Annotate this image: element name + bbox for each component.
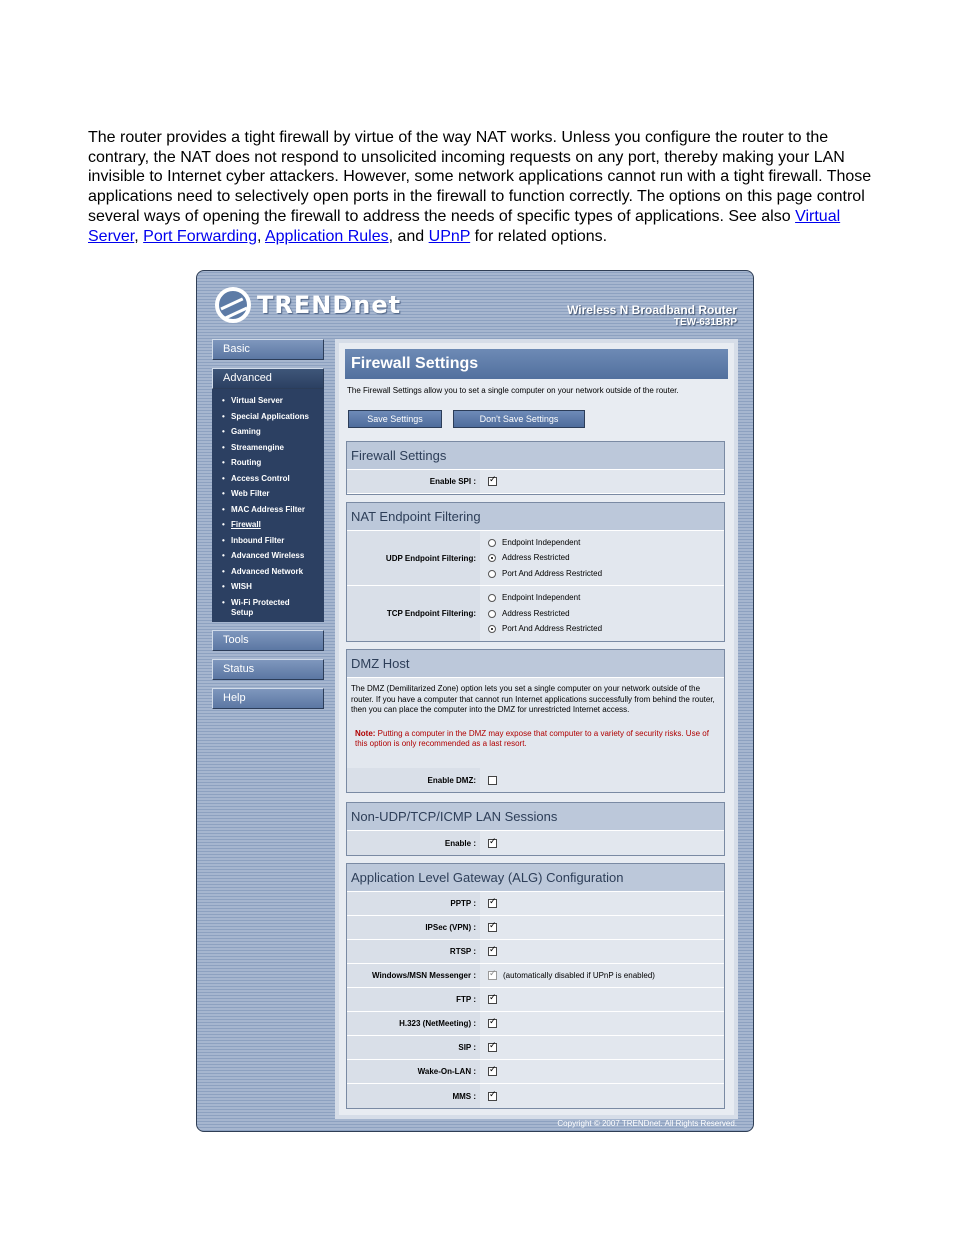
note-text: Putting a computer in the DMZ may expose that computer to a variety of security risks. Use of this option is only recommended as a last resort. — [355, 728, 709, 748]
submenu-label: Access Control — [231, 473, 290, 483]
nav-tools[interactable]: Tools — [212, 630, 324, 651]
product-title: Wireless N Broadband Router — [567, 303, 737, 317]
h323-checkbox[interactable] — [488, 1019, 497, 1028]
submenu-label: Gaming — [231, 427, 261, 436]
nav-basic[interactable]: Basic — [212, 339, 324, 360]
content-panel — [335, 339, 738, 1119]
alg-label: SIP : — [347, 1036, 480, 1059]
intro-paragraph — [88, 128, 878, 246]
submenu-label: Web Filter — [231, 489, 270, 498]
alg-label: FTP : — [347, 988, 480, 1011]
copyright: Copyright © 2007 TRENDnet. All Rights Reserved. — [557, 1119, 737, 1128]
submenu-item[interactable]: • Wi-Fi Protected Setup — [222, 595, 324, 618]
spi-row — [347, 470, 724, 494]
tcp-filtering-label: TCP Endpoint Filtering: — [347, 586, 480, 641]
tcp-endpoint-independent-radio[interactable] — [488, 590, 580, 606]
submenu-label: WISH — [231, 582, 252, 591]
alg-row — [347, 892, 724, 916]
lan-enable-row — [347, 831, 724, 855]
advanced-submenu — [212, 389, 324, 622]
submenu-item[interactable]: • Streamengine — [222, 440, 324, 456]
submenu-label: Advanced Wireless — [231, 551, 305, 560]
udp-endpoint-independent-radio[interactable] — [488, 535, 580, 551]
alg-note: (automatically disabled if UPnP is enabled) — [503, 971, 655, 980]
separator: , and — [388, 227, 429, 245]
submenu-item[interactable]: • Inbound Filter — [222, 533, 324, 549]
router-screenshot — [196, 270, 754, 1132]
enable-dmz-checkbox[interactable] — [488, 776, 497, 785]
alg-label: MMS : — [347, 1084, 480, 1108]
submenu-label: Wi-Fi Protected Setup — [231, 597, 290, 617]
radio-label: Endpoint Independent — [502, 537, 581, 547]
firewall-settings-section — [346, 441, 725, 495]
alg-label: IPSec (VPN) : — [347, 916, 480, 939]
tcp-address-restricted-radio[interactable] — [488, 606, 570, 622]
submenu-item[interactable]: • MAC Address Filter — [222, 502, 324, 518]
nav-help[interactable]: Help — [212, 688, 324, 709]
dmz-description — [347, 678, 724, 768]
alg-row — [347, 1060, 724, 1084]
trendnet-logo — [215, 287, 401, 323]
enable-dmz-label: Enable DMZ: — [347, 768, 480, 792]
udp-port-address-restricted-radio[interactable] — [488, 566, 602, 582]
submenu-item[interactable]: • Virtual Server — [222, 393, 324, 409]
submenu-item[interactable]: • Web Filter — [222, 486, 324, 502]
submenu-label: Advanced Network — [231, 566, 304, 576]
separator: , — [134, 227, 144, 245]
udp-filtering-row — [347, 531, 724, 586]
radio-label: Port And Address Restricted — [502, 624, 603, 634]
udp-filtering-label: UDP Endpoint Filtering: — [347, 531, 480, 585]
submenu-item[interactable]: • Access Control — [222, 471, 324, 487]
nav-advanced[interactable]: Advanced — [212, 368, 324, 389]
section-header: Application Level Gateway (ALG) Configuration — [347, 864, 724, 892]
radio-label: Port And Address Restricted — [502, 568, 603, 578]
section-header: NAT Endpoint Filtering — [347, 503, 724, 531]
submenu-label: Inbound Filter — [231, 535, 285, 545]
submenu-item-firewall[interactable]: • Firewall — [222, 517, 324, 533]
ftp-checkbox[interactable] — [488, 995, 497, 1004]
submenu-label: Routing — [231, 458, 262, 467]
tcp-port-address-restricted-radio[interactable] — [488, 621, 602, 637]
msn-messenger-checkbox — [488, 971, 497, 980]
alg-label: PPTP : — [347, 892, 480, 915]
alg-row — [347, 940, 724, 964]
submenu-item[interactable]: • Advanced Network — [222, 564, 324, 580]
spi-checkbox[interactable] — [488, 477, 497, 486]
virtual-server-link[interactable]: Virtual Server — [88, 207, 841, 245]
mms-checkbox[interactable] — [488, 1092, 497, 1101]
submenu-label: MAC Address Filter — [231, 504, 305, 514]
submenu-label: Special Applications — [231, 411, 309, 421]
radio-label: Address Restricted — [502, 553, 570, 563]
submenu-item[interactable]: • Gaming — [222, 424, 324, 440]
rtsp-checkbox[interactable] — [488, 947, 497, 956]
product-name — [567, 303, 737, 328]
application-rules-link[interactable]: Application Rules — [264, 227, 389, 245]
alg-row — [347, 988, 724, 1012]
alg-label: H.323 (NetMeeting) : — [347, 1012, 480, 1035]
alg-row — [347, 964, 724, 988]
sip-checkbox[interactable] — [488, 1043, 497, 1052]
alg-row — [347, 1036, 724, 1060]
lan-enable-checkbox[interactable] — [488, 839, 497, 848]
submenu-label: Virtual Server — [231, 396, 283, 405]
sidebar-nav — [212, 339, 324, 717]
submenu-item[interactable]: • Advanced Wireless — [222, 548, 324, 564]
trendnet-logo-icon — [215, 287, 251, 323]
tcp-filtering-row — [347, 586, 724, 641]
spi-label: Enable SPI : — [347, 470, 480, 493]
alg-label: RTSP : — [347, 940, 480, 963]
submenu-label: Streamengine — [231, 442, 284, 452]
udp-address-restricted-radio[interactable] — [488, 550, 570, 566]
upnp-link[interactable]: UPnP — [428, 227, 471, 245]
lan-enable-label: Enable : — [347, 831, 480, 855]
submenu-item[interactable]: • WISH — [222, 579, 324, 595]
alg-section — [346, 863, 725, 1109]
section-header: Firewall Settings — [347, 442, 724, 470]
alg-row — [347, 1012, 724, 1036]
nav-status[interactable]: Status — [212, 659, 324, 680]
ipsec-checkbox[interactable] — [488, 923, 497, 932]
enable-dmz-row — [347, 768, 724, 792]
alg-row — [347, 1084, 724, 1108]
separator: , — [256, 227, 265, 245]
port-forwarding-link[interactable]: Port Forwarding — [143, 227, 257, 245]
radio-label: Address Restricted — [502, 608, 570, 618]
pptp-checkbox[interactable] — [488, 899, 497, 908]
intro-text-end: for related options. — [470, 227, 608, 245]
radio-label: Endpoint Independent — [502, 593, 581, 603]
submenu-item[interactable]: • Routing — [222, 455, 324, 471]
nat-endpoint-section — [346, 502, 725, 642]
save-settings-button[interactable]: Save Settings — [348, 410, 442, 428]
note-label: Note: — [355, 728, 376, 738]
alg-row — [347, 916, 724, 940]
section-header: DMZ Host — [347, 650, 724, 678]
intro-text: The router provides a tight firewall by virtue of the way NAT works. Unless you configure the router to the contrary, the NAT does not respond to unsolicited incoming requests on any port, thereby making your LAN invisible to Internet cyber attackers. However, some network applications cannot run with a tight firewall. Those applications need to selectively open ports in the firewall to function correctly. The options on this page control several ways of opening the firewall to address the needs of specific types of applications. See also — [88, 129, 872, 225]
page-description: The Firewall Settings allow you to set a single computer on your network outside of the router. — [347, 386, 679, 395]
dmz-note — [351, 729, 720, 750]
section-header: Non-UDP/TCP/ICMP LAN Sessions — [347, 803, 724, 831]
lan-sessions-section — [346, 802, 725, 856]
page-title: Firewall Settings — [345, 349, 728, 379]
dont-save-settings-button[interactable]: Don't Save Settings — [453, 410, 585, 428]
wake-on-lan-checkbox[interactable] — [488, 1067, 497, 1076]
alg-label: Windows/MSN Messenger : — [347, 964, 480, 987]
submenu-item[interactable]: • Special Applications — [222, 409, 324, 425]
alg-label: Wake-On-LAN : — [347, 1060, 480, 1083]
submenu-label: Firewall — [231, 520, 261, 529]
logo-text: TRENDnet — [257, 291, 402, 319]
dmz-text: The DMZ (Demilitarized Zone) option lets you set a single computer on your network outside of the router. If you have a computer that cannot run Internet applications successfully from behind the router, then you can place the computer into the DMZ for unrestricted Internet access. — [351, 684, 715, 714]
dmz-host-section — [346, 649, 725, 793]
product-model: TEW-631BRP — [673, 317, 737, 328]
